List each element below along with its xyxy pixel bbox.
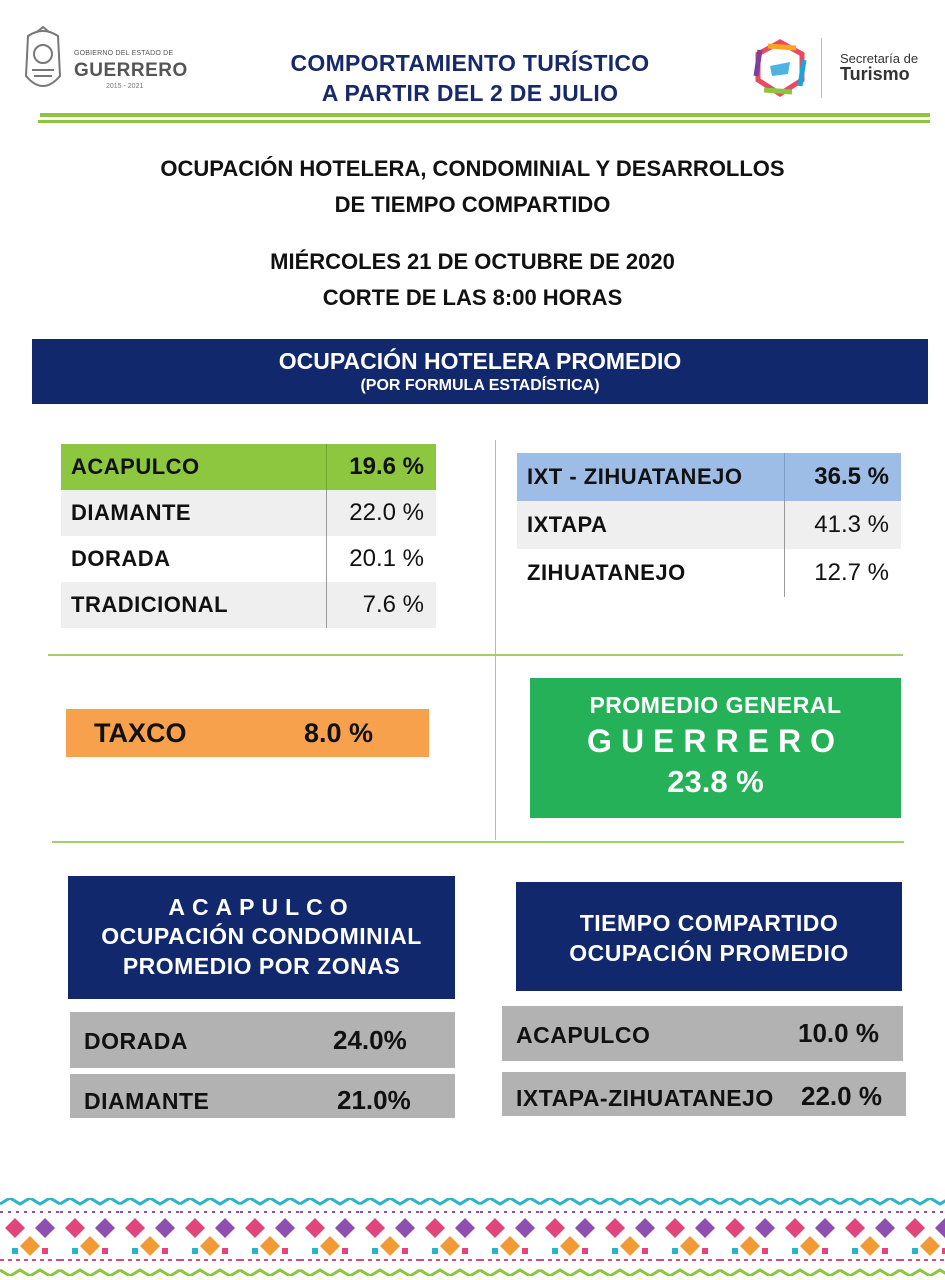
table-row — [517, 501, 901, 549]
guerrero-shield-icon — [20, 26, 66, 98]
decorative-embroidery-pattern — [0, 1198, 945, 1276]
report-cutoff: CORTE DE LAS 8:00 HORAS — [322, 285, 623, 310]
row-label: DIAMANTE — [84, 1087, 210, 1114]
row-value: 7.6 % — [326, 582, 436, 628]
row-value: 21.0% — [337, 1085, 411, 1115]
general-average-value: 23.8 % — [667, 764, 764, 799]
condominial-city: ACAPULCO — [168, 894, 355, 920]
banner-subtitle: (POR FORMULA ESTADÍSTICA) — [360, 377, 600, 394]
row-value: 22.0 % — [326, 490, 436, 536]
condominial-title-box — [68, 876, 455, 999]
table-row — [61, 490, 436, 536]
logo-divider — [821, 38, 822, 98]
table-row — [61, 536, 436, 582]
turismo-emblem-icon — [748, 36, 812, 100]
section-divider-vertical — [495, 440, 496, 840]
table-row — [61, 582, 436, 628]
sectur-name: Turismo — [840, 64, 910, 84]
guerrero-government-logo — [20, 26, 188, 102]
banner-title: OCUPACIÓN HOTELERA PROMEDIO — [278, 348, 682, 374]
taxco-label: TAXCO — [94, 717, 187, 748]
row-value: 36.5 % — [784, 453, 901, 501]
row-label: IXTAPA — [527, 512, 608, 537]
table-row — [517, 549, 901, 597]
report-date-block — [60, 244, 885, 316]
row-label: ACAPULCO — [71, 454, 200, 479]
row-value: 41.3 % — [784, 501, 901, 549]
acapulco-occupancy-table — [61, 444, 436, 628]
row-label: TRADICIONAL — [71, 592, 229, 617]
table-row-acapulco — [61, 444, 436, 490]
gov-years: 2015 - 2021 — [106, 83, 144, 90]
row-label: ACAPULCO — [516, 1022, 651, 1048]
section-divider — [52, 841, 904, 843]
row-label: DIAMANTE — [71, 500, 192, 525]
condominial-subtitle: PROMEDIO POR ZONAS — [122, 953, 401, 979]
header-divider-secondary — [38, 120, 930, 123]
row-value: 22.0 % — [801, 1081, 882, 1111]
taxco-occupancy — [66, 709, 429, 757]
report-title-line1: OCUPACIÓN HOTELERA, CONDOMINIAL Y DESARROLLOS — [160, 156, 785, 181]
row-value: 19.6 % — [326, 444, 436, 490]
section-divider — [48, 654, 903, 656]
header-divider — [40, 113, 930, 117]
row-label: ZIHUATANEJO — [527, 560, 686, 585]
timeshare-title-box — [516, 882, 902, 991]
taxco-value: 8.0 % — [304, 717, 374, 748]
row-label: IXTAPA-ZIHUATANEJO — [516, 1084, 774, 1111]
row-value: 10.0 % — [798, 1018, 879, 1048]
header-title — [230, 48, 710, 108]
row-value: 20.1 % — [326, 536, 436, 582]
row-label: DORADA — [71, 546, 171, 571]
timeshare-subtitle: OCUPACIÓN PROMEDIO — [569, 940, 849, 966]
row-label: DORADA — [84, 1028, 188, 1054]
report-date: MIÉRCOLES 21 DE OCTUBRE DE 2020 — [270, 249, 675, 274]
timeshare-row-acapulco — [502, 1006, 903, 1061]
row-value: 12.7 % — [784, 549, 901, 597]
timeshare-title: TIEMPO COMPARTIDO — [579, 910, 839, 936]
sectur-small-text: Secretaría de — [840, 51, 919, 66]
header-title-line2: A PARTIR DEL 2 DE JULIO — [321, 80, 619, 106]
gov-small-text: GOBIERNO DEL ESTADO DE — [74, 50, 174, 57]
condominial-title: OCUPACIÓN CONDOMINIAL — [101, 923, 422, 949]
hotel-occupancy-banner — [32, 339, 928, 404]
general-average-label: PROMEDIO GENERAL — [589, 692, 842, 718]
header-title-line1: COMPORTAMIENTO TURÍSTICO — [290, 50, 650, 76]
table-row-ixt-zihuatanejo — [517, 453, 901, 501]
ixtapa-occupancy-table — [517, 453, 901, 597]
row-value: 24.0% — [333, 1025, 407, 1055]
condominial-row-dorada — [70, 1012, 455, 1068]
gov-name: GUERRERO — [74, 60, 188, 81]
secretaria-turismo-logo — [748, 36, 928, 100]
row-label: IXT - ZIHUATANEJO — [527, 464, 743, 489]
report-title-line2: DE TIEMPO COMPARTIDO — [334, 192, 611, 217]
state-name: GUERRERO — [587, 723, 844, 759]
timeshare-row-ixtapa-zihuatanejo — [502, 1072, 906, 1116]
report-title — [60, 151, 885, 223]
condominial-row-diamante — [70, 1074, 455, 1118]
general-average-box — [530, 678, 901, 818]
